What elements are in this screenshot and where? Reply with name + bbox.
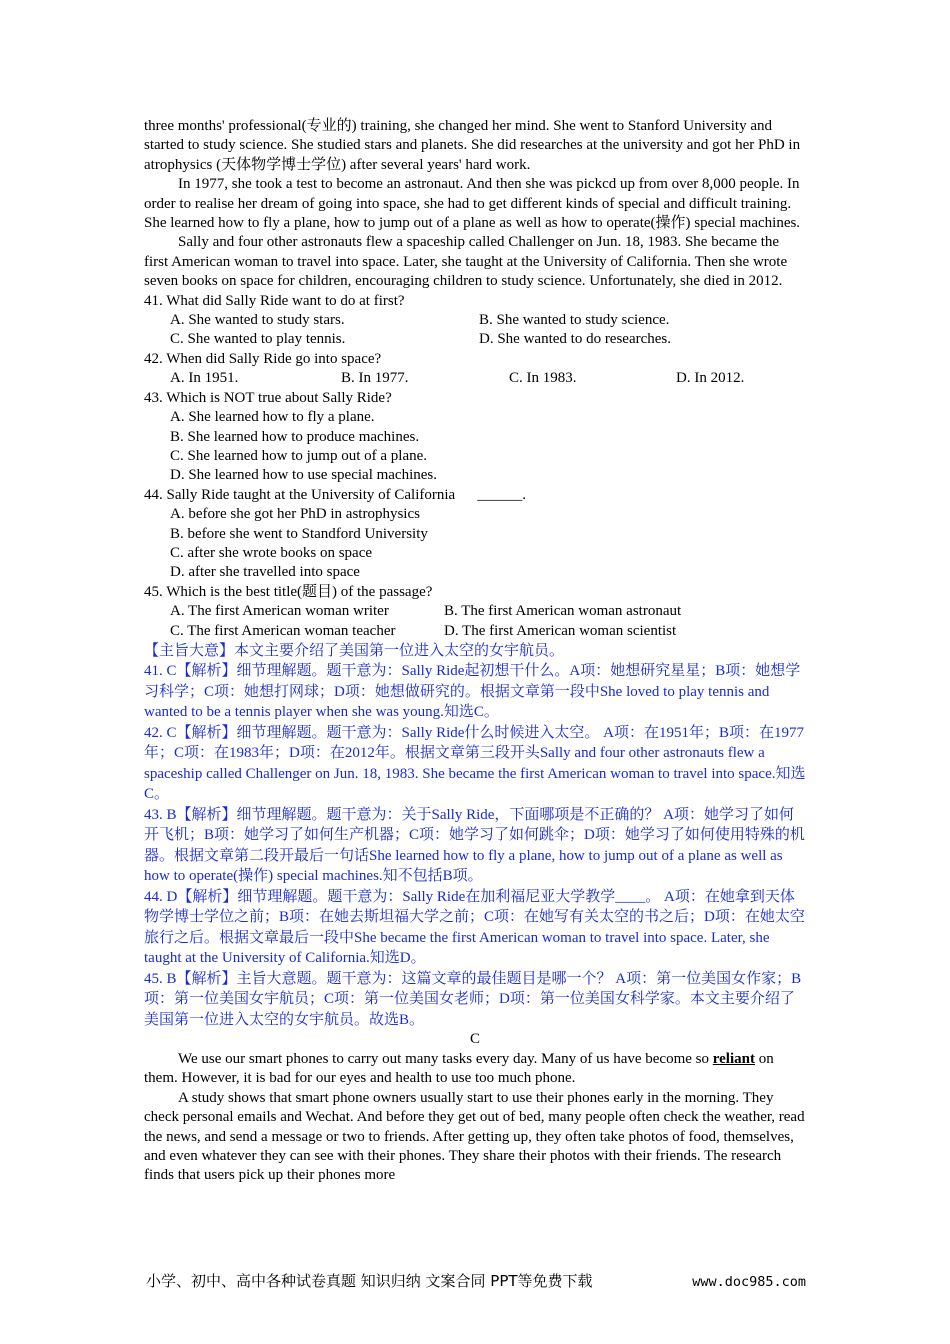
passage-c-heading: C xyxy=(469,1031,480,1048)
question-stem: 44. Sally Ride taught at the University of California ______. xyxy=(144,486,526,503)
option-c: C. after she wrote books on space xyxy=(170,544,373,561)
option-c: C. She learned how to jump out of a plane. xyxy=(170,447,428,464)
option-b: B. before she went to Standford University xyxy=(170,525,428,542)
page-footer xyxy=(146,1270,806,1291)
question-stem: 42. When did Sally Ride go into space? xyxy=(144,350,382,367)
passage-c-paragraph-2: A study shows that smart phone owners usually start to use their phones early in the morning. They check personal emails and Wechat. And before they get out of bed, many people often check the weather, read the news, and send a message or two to friends. After getting up, they often take photos of food, themselves, and even whatever they can see with their phones. They share their photos with their friends. The research finds that users pick up their phones more xyxy=(144,1089,805,1184)
highlighted-word: reliant xyxy=(712,1050,755,1067)
option-d: D. She wanted to do researches. xyxy=(479,331,672,348)
option-a: A. The first American woman writer xyxy=(170,603,389,620)
analysis-41: 41. C【解析】细节理解题。题干意为：Sally Ride起初想干什么。A项：她想研究星星；B项：她想学习科学；C项：她想打网球；D项：她想做研究的。根据文章第一段中She loved to play tennis and wanted to be a tennis player when she was young.知选C。 xyxy=(144,663,801,721)
analysis-summary: 【主旨大意】本文主要介绍了美国第一位进入太空的女宇航员。 xyxy=(144,642,565,659)
option-a: A. She learned how to fly a plane. xyxy=(170,409,375,426)
question-44 xyxy=(144,486,806,583)
passage-b-paragraph-1: three months' professional(专业的) training, she changed her mind. She went to Stanford University and started to study science. She studied stars and planets. She did researches at the university and got her PhD in atrophysics (天体物学博士学位) after several years' hard work. xyxy=(144,118,801,173)
option-b: B. She wanted to study science. xyxy=(479,312,670,329)
analysis-45: 45. B【解析】主旨大意题。题干意为：这篇文章的最佳题目是哪一个？ A项：第一位美国女作家；B项：第一位美国女宇航员；C项：第一位美国女老师；D项：第一位美国女科学家。本文主要介绍了美国第一位进入太空的女宇航员。故选B。 xyxy=(144,970,802,1028)
analysis-44: 44. D【解析】细节理解题。题干意为：Sally Ride在加利福尼亚大学教学____。 A项：在她拿到天体物学博士学位之前；B项：在她去斯坦福大学之前；C项：在她写有关太空的书之后；D项：在她太空旅行之后。根据文章最后一段中She became the first American woman to travel into space. Later, she taught at the University of California.知选D。 xyxy=(144,888,805,967)
passage-c-paragraph-1: We use our smart phones to carry out many tasks every day. Many of us have become so reliant on them. However, it is bad for our eyes and health to use too much phone. xyxy=(144,1050,774,1087)
option-d: D. The first American woman scientist xyxy=(444,622,677,639)
document-page xyxy=(144,117,806,1186)
passage-b-paragraph-2: In 1977, she took a test to become an astronaut. And then she was pickcd up from over 8,000 people. In order to realise her dream of going into space, she had to get different kinds of special and difficult training. She learned how to fly a plane, how to jump out of a plane as well as how to operate(操作) special machines. xyxy=(144,176,801,232)
option-d: D. after she travelled into space xyxy=(170,564,360,581)
question-43 xyxy=(144,389,806,486)
question-42 xyxy=(144,350,806,389)
option-a: A. She wanted to study stars. xyxy=(170,312,345,329)
question-stem: 45. Which is the best title(题目) of the passage? xyxy=(144,583,433,600)
question-45 xyxy=(144,583,806,641)
question-stem: 41. What did Sally Ride want to do at first? xyxy=(144,292,405,309)
footer-website: www.doc985.com xyxy=(692,1274,806,1290)
question-41 xyxy=(144,292,806,350)
analysis-43: 43. B【解析】细节理解题。题干意为：关于Sally Ride，下面哪项是不正确的？ A项：她学习了如何开飞机；B项：她学习了如何生产机器；C项：她学习了如何跳伞；D项：她学习了如何使用特殊的机器。根据文章第二段开最后一句话She learned how to fly a plane, how to jump out of a plane as well as how to operate(操作) special machines.知不包括B项。 xyxy=(144,806,805,885)
option-b: B. She learned how to produce machines. xyxy=(170,428,420,445)
question-stem: 43. Which is NOT true about Sally Ride? xyxy=(144,389,392,406)
option-a: A. before she got her PhD in astrophysics xyxy=(170,506,420,523)
answer-analysis xyxy=(144,641,806,1031)
option-b: B. In 1977. xyxy=(341,370,409,387)
option-d: D. She learned how to use special machines. xyxy=(170,467,438,484)
passage-b-paragraph-3: Sally and four other astronauts flew a spaceship called Challenger on Jun. 18, 1983. She became the first American woman to travel into space. Later, she taught at the University of California. Then she wrote seven books on space for children, encouraging children to study science. Unfortunately, she died in 2012. xyxy=(144,234,788,290)
analysis-42: 42. C【解析】细节理解题。题干意为：Sally Ride什么时候进入太空。 A项：在1951年；B项：在1977年；C项：在1983年；D项：在2012年。根据文章第三段开头Sally and four other astronauts flew a spaceship called Challenger on Jun. 18, 1983. She became the first American woman to travel into space.知选C。 xyxy=(144,724,806,803)
option-b: B. The first American woman astronaut xyxy=(444,603,682,620)
option-c: C. She wanted to play tennis. xyxy=(170,331,346,348)
option-c: C. The first American woman teacher xyxy=(170,622,396,639)
option-c: C. In 1983. xyxy=(509,370,577,387)
footer-promo-text: 小学、初中、高中各种试卷真题 知识归纳 文案合同 PPT等免费下载 xyxy=(146,1272,593,1290)
answer-blank: ______. xyxy=(477,486,526,503)
option-d: D. In 2012. xyxy=(676,370,745,387)
option-a: A. In 1951. xyxy=(170,370,239,387)
